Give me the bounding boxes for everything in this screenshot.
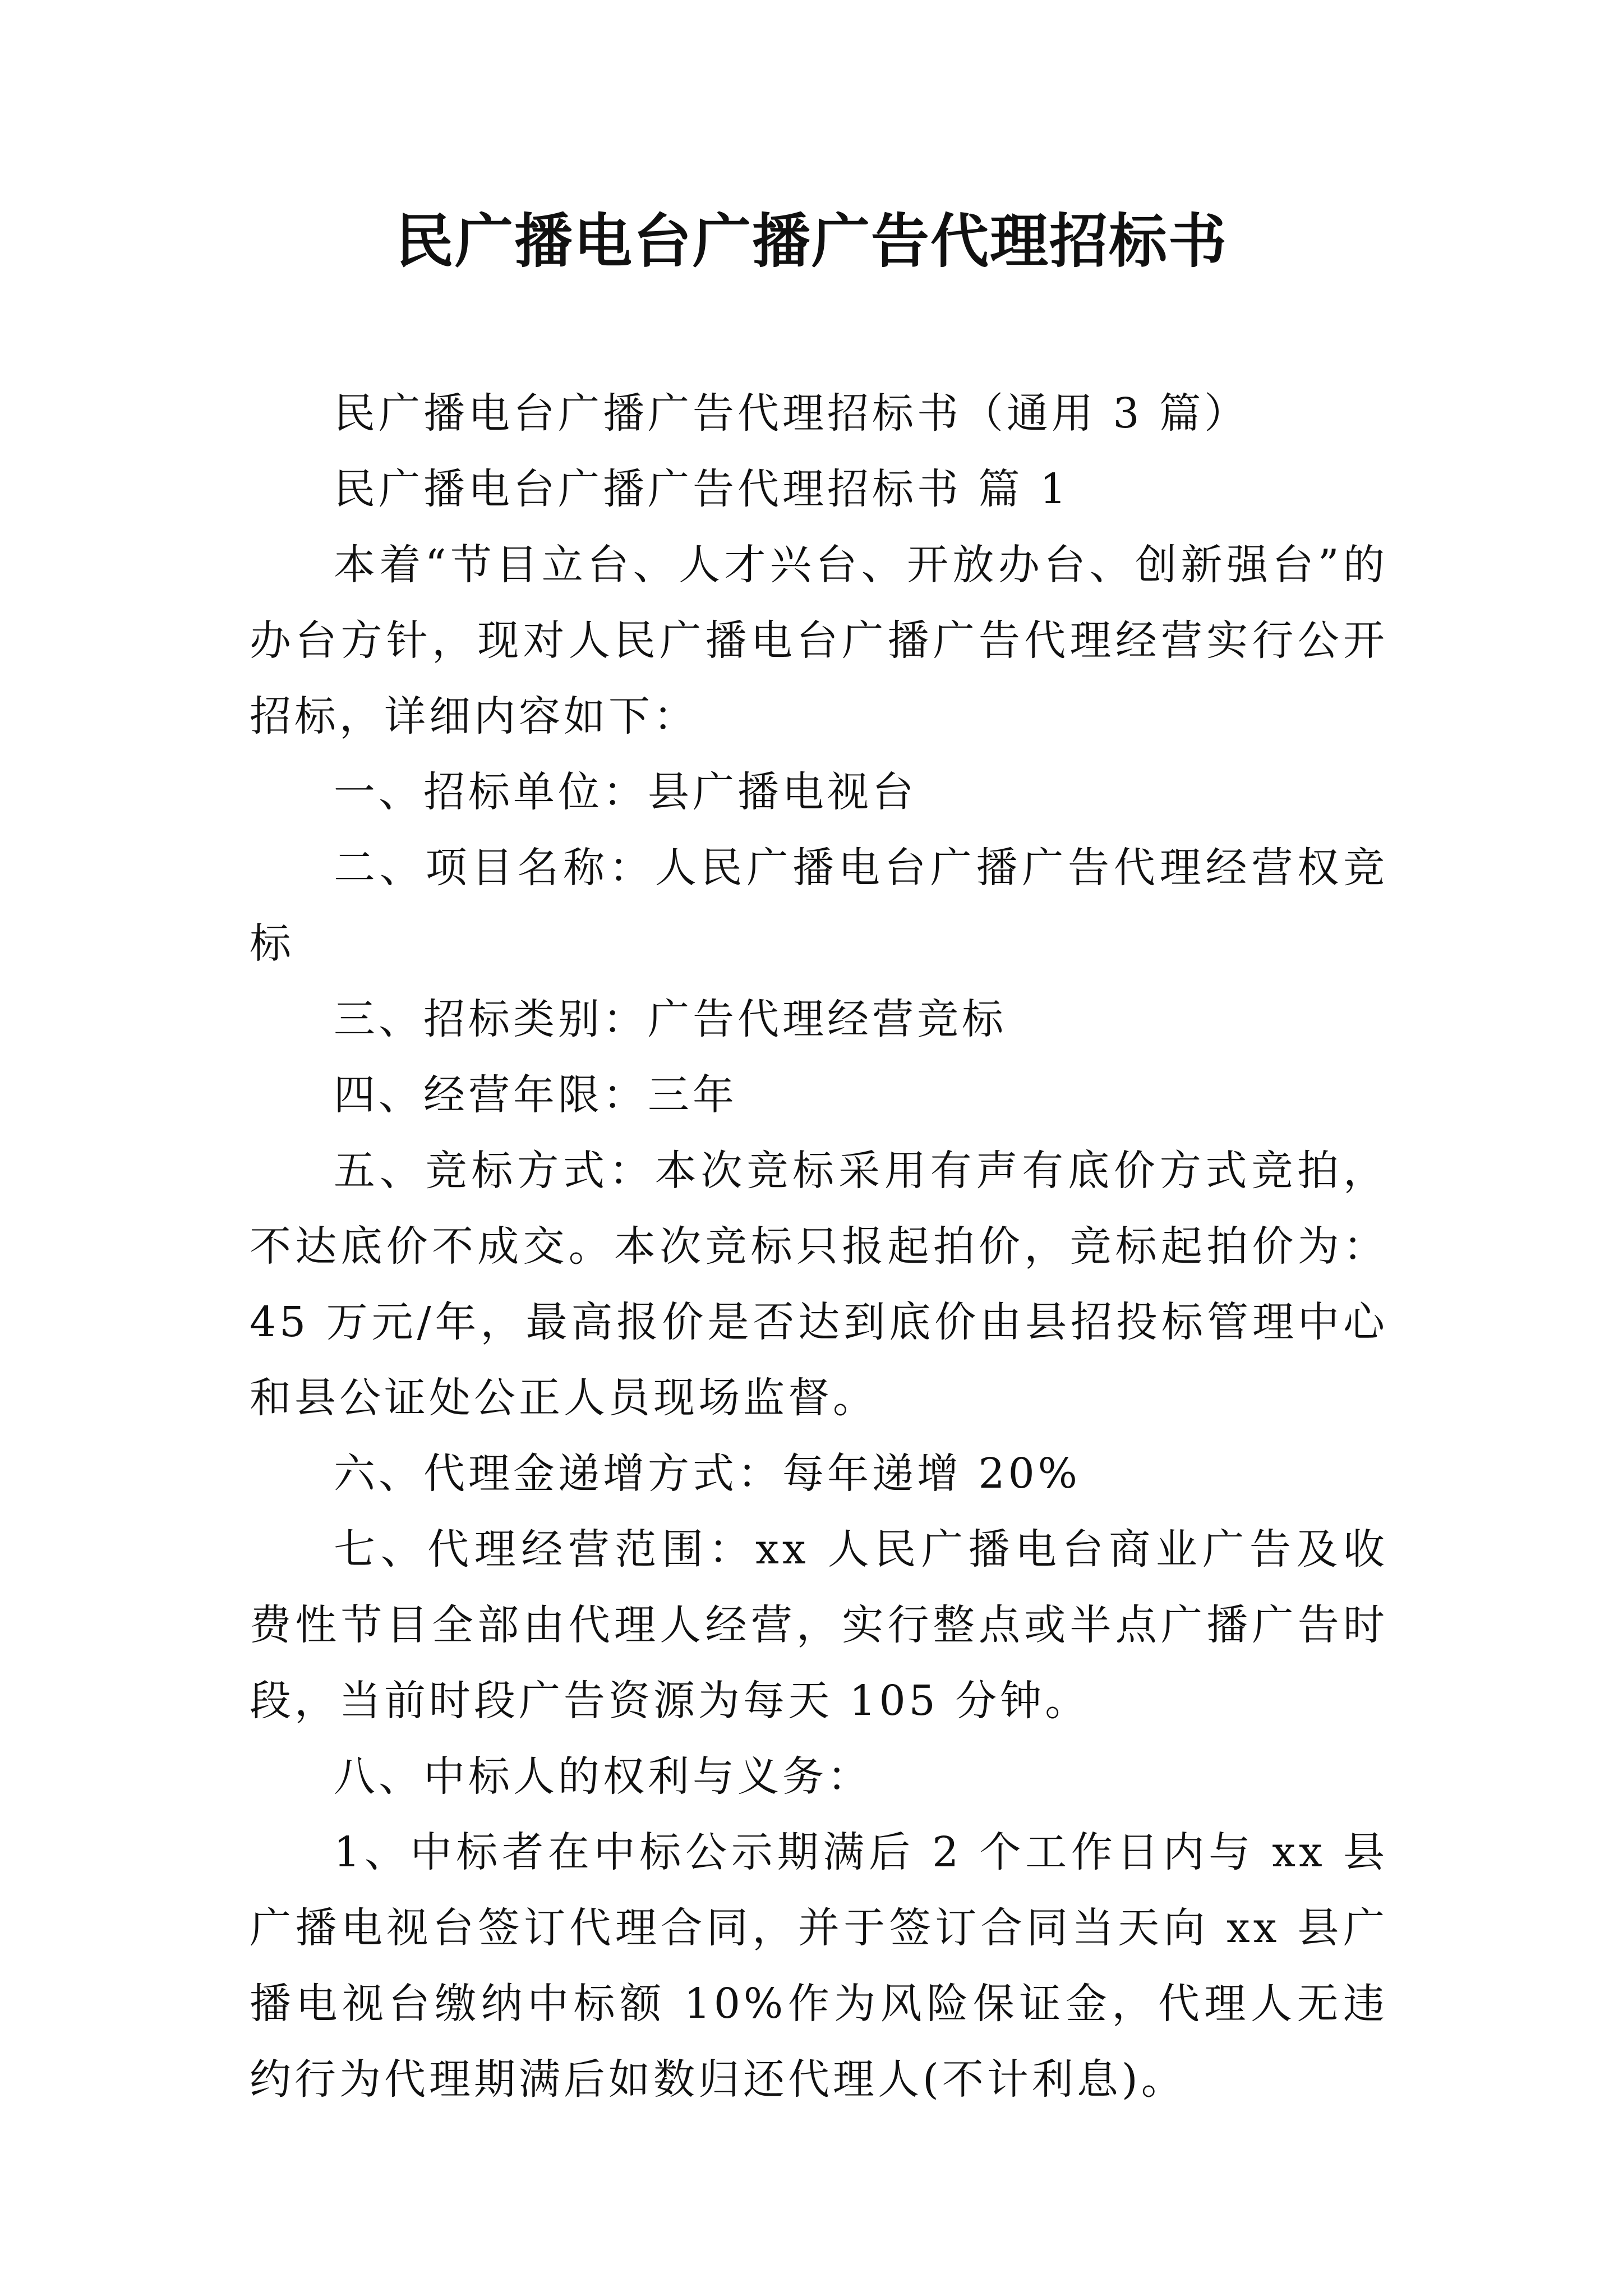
paragraph-item-1: 一、招标单位：县广播电视台: [334, 768, 917, 816]
paragraph-subitem-1: 1、中标者在中标公示期满后 2 个工作日内与 xx 县广播电视台签订代理合同，并于签订合同当天向 xx 县广播电视台缴纳中标额 10%作为风险保证金，代理人无违约行为代理期满后如数归还代理人(不计利息)。: [250, 1828, 1388, 2104]
paragraph-item-3: 三、招标类别：广告代理经营竞标: [334, 995, 1007, 1043]
paragraph-item-5: 五、竞标方式：本次竞标采用有声有底价方式竞拍，不达底价不成交。本次竞标只报起拍价，竞标起拍价为：45 万元/年，最高报价是否达到底价由县招投标管理中心和县公证处公正人员现场监督。: [250, 1147, 1388, 1422]
paragraph-intro: 本着“节目立台、人才兴台、开放办台、创新强台”的办台方针，现对人民广播电台广播广告代理经营实行公开招标，详细内容如下：: [250, 541, 1388, 740]
paragraph-subtitle: 民广播电台广播广告代理招标书（通用 3 篇）: [334, 389, 1249, 438]
paragraph-item-7: 七、代理经营范围：xx 人民广播电台商业广告及收费性节目全部由代理人经营，实行整点或半点广播广告时段，当前时段广告资源为每天 105 分钟。: [250, 1525, 1388, 1725]
paragraph-item-8: 八、中标人的权利与义务：: [334, 1752, 872, 1801]
document-title: 民广播电台广播广告代理招标书: [395, 206, 1228, 275]
paragraph-item-2: 二、项目名称：人民广播电台广播广告代理经营权竞标: [250, 844, 1388, 968]
document-body: [250, 376, 1388, 2118]
paragraph-item-6: 六、代理金递增方式：每年递增 20%: [334, 1450, 1081, 1498]
paragraph-item-4: 四、经营年限：三年: [334, 1071, 737, 1119]
paragraph-section-heading: 民广播电台广播广告代理招标书 篇 1: [334, 465, 1070, 513]
